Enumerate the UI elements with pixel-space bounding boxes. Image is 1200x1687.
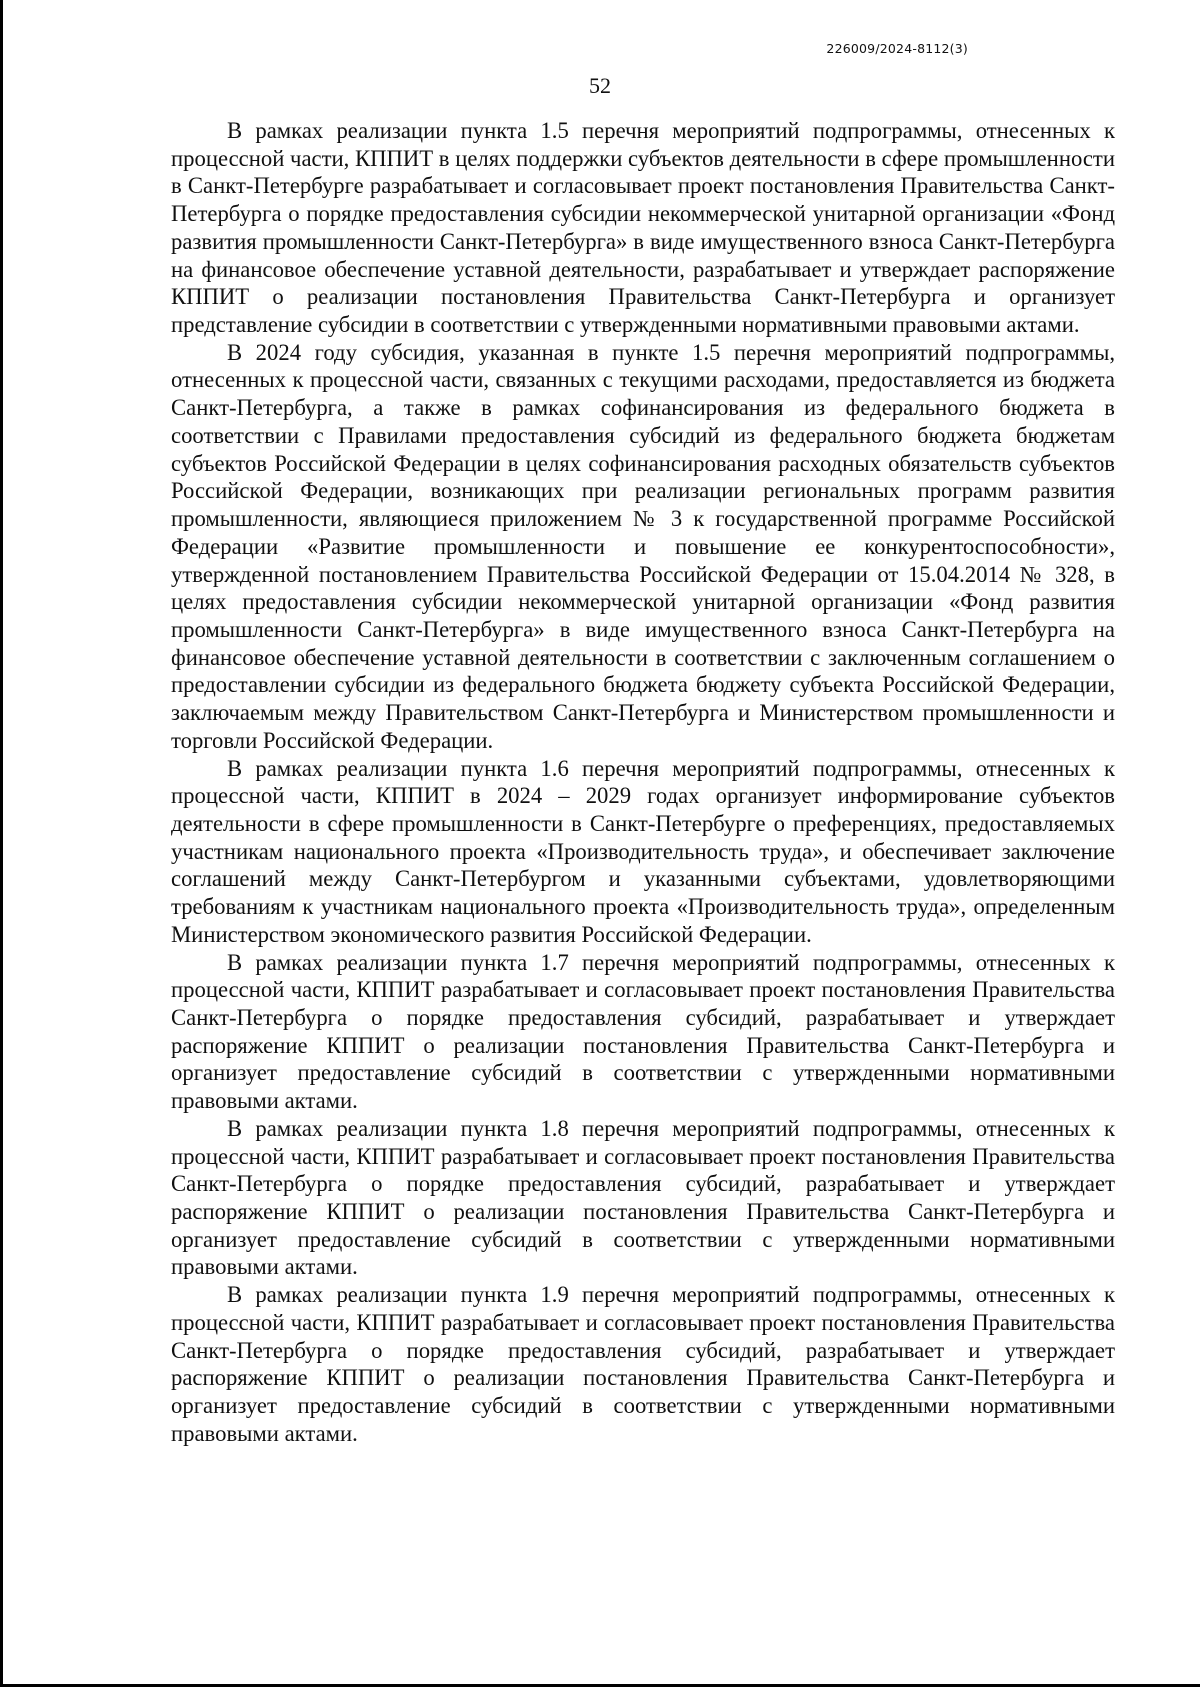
paragraph-item-1-7: В рамках реализации пункта 1.7 перечня мероприятий подпрограммы, отнесенных к процессной части, КППИТ разрабатывает и согласовывает проект постановления Правительства Санкт-Петербурга о порядке предоставления субсидий, разрабатывает и утверждает распоряжение КППИТ о реализации постановления Правительства Санкт-Петербурга и организует предоставление субсидий в соответствии с утвержденными нормативными правовыми актами. <box>171 949 1115 1114</box>
paragraph-item-1-9: В рамках реализации пункта 1.9 перечня мероприятий подпрограммы, отнесенных к процессной части, КППИТ разрабатывает и согласовывает проект постановления Правительства Санкт-Петербурга о порядке предоставления субсидий, разрабатывает и утверждает распоряжение КППИТ о реализации постановления Правительства Санкт-Петербурга и организует предоставление субсидий в соответствии с утвержденными нормативными правовыми актами. <box>171 1282 1115 1446</box>
scan-left-border <box>0 0 3 1687</box>
paragraph-item-1-8: В рамках реализации пункта 1.8 перечня мероприятий подпрограммы, отнесенных к процессной части, КППИТ разрабатывает и согласовывает проект постановления Правительства Санкт-Петербурга о порядке предоставления субсидий, разрабатывает и утверждает распоряжение КППИТ о реализации постановления Правительства Санкт-Петербурга и организует предоставление субсидий в соответствии с утвержденными нормативными правовыми актами. <box>171 1115 1115 1280</box>
paragraph-item-1-6: В рамках реализации пункта 1.6 перечня мероприятий подпрограммы, отнесенных к процессной части, КППИТ в 2024 – 2029 годах организует информирование субъектов деятельности в сфере промышленности в Санкт-Петербурге о преференциях, предоставляемых участникам национального проекта «Производительность труда», и обеспечивает заключение соглашений между Санкт-Петербургом и указанными субъектами, удовлетворяющими требованиям к участникам национального проекта «Производительность труда», определенным Министерством экономического развития Российской Федерации. <box>171 755 1115 947</box>
document-body <box>171 117 1115 1448</box>
paragraph-subsidy-2024: В 2024 году субсидия, указанная в пункте 1.5 перечня мероприятий подпрограммы, отнесенных к процессной части, связанных с текущими расходами, предоставляется из бюджета Санкт-Петербурга, а также в рамках софинансирования из федерального бюджета в соответствии с Правилами предоставления субсидий из федерального бюджета бюджетам субъектов Российской Федерации в целях софинансирования расходных обязательств субъектов Российской Федерации, возникающих при реализации региональных программ развития промышленности, являющиеся приложением № 3 к государственной программе Российской Федерации «Развитие промышленности и повышение ее конкурентоспособности», утвержденной постановлением Правительства Российской Федерации от 15.04.2014 № 328, в целях предоставления субсидии некоммерческой унитарной организации «Фонд развития промышленности Санкт-Петербурга» в виде имущественного взноса Санкт-Петербурга на финансовое обеспечение уставной деятельности в соответствии с заключенным соглашением о предоставлении субсидии из федерального бюджета бюджету субъекта Российской Федерации, заключаемым между Правительством Санкт-Петербурга и Министерством промышленности и торговли Российской Федерации. <box>171 339 1115 753</box>
paragraph-item-1-5: В рамках реализации пункта 1.5 перечня мероприятий подпрограммы, отнесенных к процессной части, КППИТ в целях поддержки субъектов деятельности в сфере промышленности в Санкт-Петербурге разрабатывает и согласовывает проект постановления Правительства Санкт-Петербурга о порядке предоставления субсидии некоммерческой унитарной организации «Фонд развития промышленности Санкт-Петербурга» в виде имущественного взноса Санкт-Петербурга на финансовое обеспечение уставной деятельности, разрабатывает и утверждает распоряжение КППИТ о реализации постановления Правительства Санкт-Петербурга и организует представление субсидии в соответствии с утвержденными нормативными правовыми актами. <box>171 118 1115 338</box>
page-number: 52 <box>589 73 611 98</box>
document-registration-number: 226009/2024-8112(3) <box>826 41 968 56</box>
